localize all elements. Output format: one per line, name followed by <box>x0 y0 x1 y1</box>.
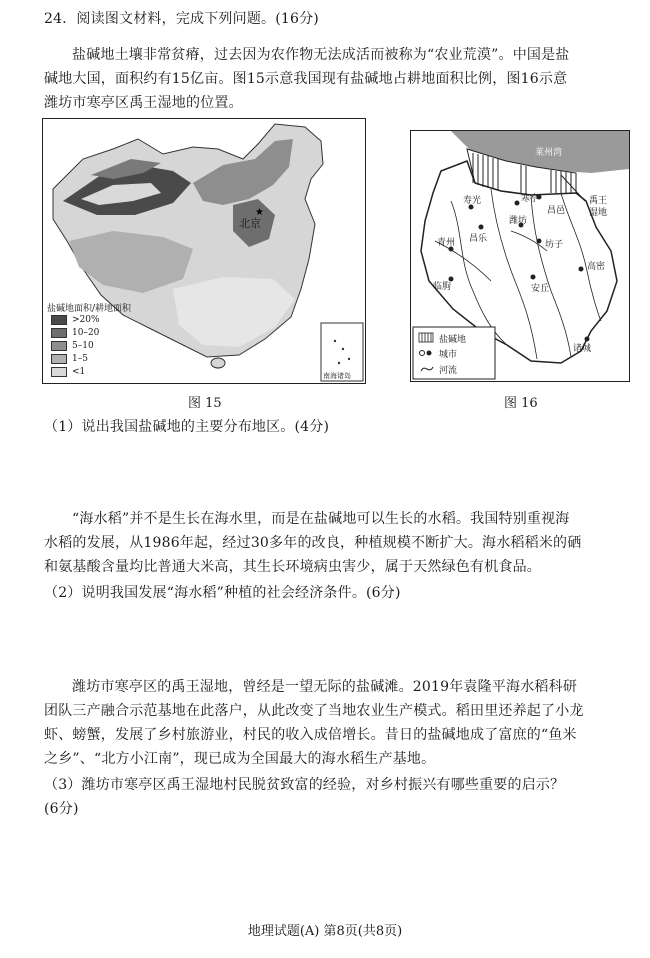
para3-line-2: 团队三产融合示范基地在此落户，从此改变了当地农业生产模式。稻田里还养起了小龙 <box>44 703 584 719</box>
intro-line-3: 潍坊市寒亭区禹王湿地的位置。 <box>44 95 243 111</box>
legend-swatch-2 <box>51 328 67 338</box>
figure-15-map <box>42 118 366 384</box>
beijing-label: 北京 <box>239 217 261 230</box>
legend-label-2: 10–20 <box>72 328 100 338</box>
para3-line-3: 虾、螃蟹，发展了乡村旅游业，村民的收入成倍增长。昔日的盐碱地成了富庶的“鱼米 <box>44 727 577 743</box>
page-footer: 地理试题(A) 第8页(共8页) <box>247 924 403 939</box>
wetland-label-1: 禹王 <box>589 196 608 206</box>
para3-line-1: 潍坊市寒亭区的禹王湿地，曾经是一望无际的盐碱滩。2019年袁隆平海水稻科研 <box>72 679 578 695</box>
question-3-score: (6分) <box>44 801 79 817</box>
legend-label-1: >20% <box>72 315 100 325</box>
legend-label-3: 5–10 <box>72 341 94 351</box>
legend-label-5: <1 <box>72 367 86 377</box>
question-3: （3）潍坊市寒亭区禹王湿地村民脱贫致富的经验，对乡村振兴有哪些重要的启示？ <box>44 777 565 793</box>
legend-item-5 <box>51 367 85 377</box>
city-weifang: 潍坊 <box>509 216 528 226</box>
svg-text:★: ★ <box>255 207 264 218</box>
legend-label-4: 1–5 <box>72 354 88 364</box>
city-shouguang: 寿光 <box>463 196 482 206</box>
city-hanting: 寒亭 <box>521 194 540 204</box>
legend-title: 盐碱地面积/耕地面积 <box>47 304 132 314</box>
city-changle: 昌乐 <box>469 234 488 244</box>
sea-label: 莱州湾 <box>535 148 563 158</box>
legend-city: 城市 <box>439 350 458 360</box>
city-qingzhou: 青州 <box>437 238 456 248</box>
city-changyi: 昌邑 <box>547 206 566 216</box>
legend-swatch-4 <box>51 354 67 364</box>
intro-line-2: 碱地大国，面积约有15亿亩。图15示意我国现有盐碱地占耕地面积比例，图16示意 <box>44 71 568 87</box>
legend-swatch-1 <box>51 315 67 325</box>
wetland-label-2: 湿地 <box>589 208 608 218</box>
figure-16-map <box>410 130 630 382</box>
city-zhucheng: 诸城 <box>573 344 592 354</box>
legend-river: 河流 <box>439 366 458 376</box>
para2-line-2: 水稻的发展，从1986年起，经过30多年的改良，种植规模不断扩大。海水稻稻米的硒 <box>44 535 582 551</box>
legend-item-4 <box>51 354 88 364</box>
question-2: （2）说明我国发展“海水稻”种植的社会经济条件。(6分) <box>44 585 401 601</box>
para3-line-4: 之乡”、“北方小江南”，现已成为全国最大的海水稻生产基地。 <box>44 751 436 767</box>
city-anqiu: 安丘 <box>531 284 550 294</box>
legend-swatch-3 <box>51 341 67 351</box>
figure-15-caption: 图 15 <box>188 396 222 411</box>
legend-saline: 盐碱地 <box>439 335 467 345</box>
legend-item-2 <box>51 328 99 338</box>
inset-label: 南海诸岛 <box>323 372 351 380</box>
question-1: （1）说出我国盐碱地的主要分布地区。(4分) <box>44 419 330 435</box>
para2-line-1: “海水稻”并不是生长在海水里，而是在盐碱地可以生长的水稻。我国特别重视海 <box>72 511 570 527</box>
legend-item-3 <box>51 341 94 351</box>
city-fangzi: 坊子 <box>545 240 564 250</box>
figure-16-caption: 图 16 <box>504 396 538 411</box>
city-gaomi: 高密 <box>587 262 606 272</box>
intro-line-1: 盐碱地土壤非常贫瘠，过去因为农作物无法成活而被称为“农业荒漠”。中国是盐 <box>72 47 570 63</box>
legend-swatch-5 <box>51 367 67 377</box>
question-header: 24．阅读图文材料，完成下列问题。(16分) <box>44 11 319 27</box>
para2-line-3: 和氨基酸含量均比普通大米高，其生长环境病虫害少，属于天然绿色有机食品。 <box>44 559 541 575</box>
legend-item-1 <box>51 315 100 325</box>
city-linqu: 临朐 <box>433 282 452 292</box>
